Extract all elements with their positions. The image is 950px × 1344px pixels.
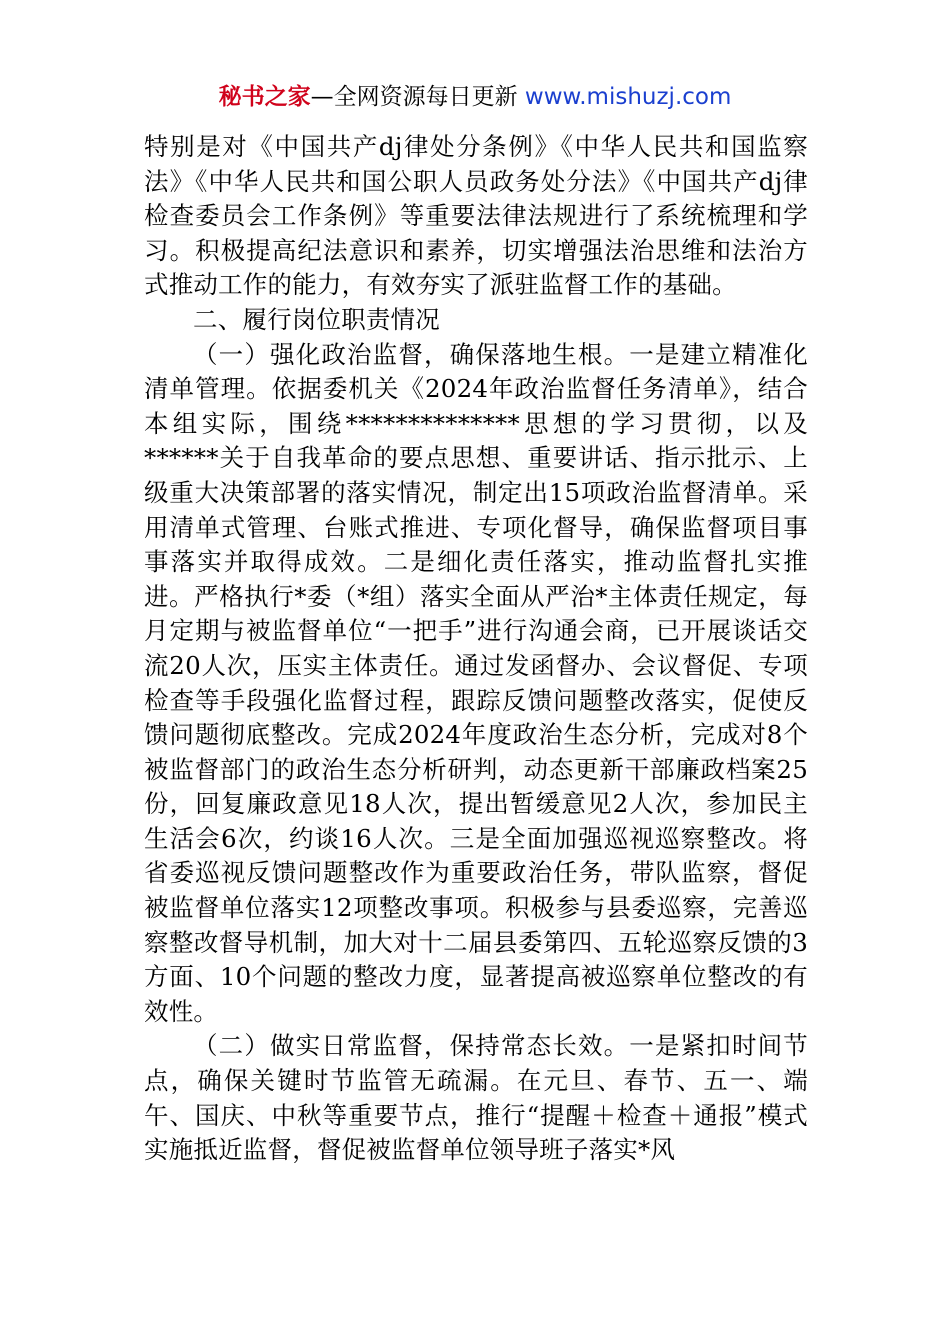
section-heading: 二、履行岗位职责情况 — [193, 304, 440, 334]
header-slogan: —全网资源每日更新 — [310, 84, 518, 110]
page-header — [0, 80, 950, 114]
paragraph: 特别是对《中国共产dj律处分条例》《中华人民共和国监察法》《中华人民共和国公职人员政务处分法》《中国共产dj律检查委员会工作条例》等重要法律法规进行了系统梳理和学习。积极提高纪法意识和素养，切实增强法治思维和法治方式推动工作的能力，有效夯实了派驻监督工作的基础。 — [144, 132, 808, 300]
paragraph: （二）做实日常监督，保持常态长效。一是紧扣时间节点，确保关键时节监管无疏漏。在元旦、春节、五一、端午、国庆、中秋等重要节点，推行“提醒＋检查＋通报”模式实施抵近监督，督促被监督单位领导班子落实*风 — [144, 1031, 808, 1165]
brand-name: 秘书之家 — [218, 84, 311, 110]
paragraph: （一）强化政治监督，确保落地生根。一是建立精准化清单管理。依据委机关《2024年政治监督任务清单》，结合本组实际，围绕**************思想的学习贯彻，以及******关于自我革命的要点思想、重要讲话、指示批示、上级重大决策部署的落实情况，制定出15项政治监督清单。采用清单式管理、台账式推进、专项化督导，确保监督项目事事落实并取得成效。二是细化责任落实，推动监督扎实推进。严格执行*委（*组）落实全面从严治*主体责任规定，每月定期与被监督单位“一把手”进行沟通会商，已开展谈话交流20人次，压实主体责任。通过发函督办、会议督促、专项检查等手段强化监督过程，跟踪反馈问题整改落实，促使反馈问题彻底整改。完成2024年度政治生态分析，完成对8个被监督部门的政治生态分析研判，动态更新干部廉政档案25份，回复廉政意见18人次，提出暂缓意见2人次，参加民主生活会6次，约谈16人次。三是全面加强巡视巡察整改。将省委巡视反馈问题整改作为重要政治任务，带队监察，督促被监督单位落实12项整改事项。积极参与县委巡察，完善巡察整改督导机制，加大对十二届县委第四、五轮巡察反馈的3方面、10个问题的整改力度，显著提高被巡察单位整改的有效性。 — [144, 339, 808, 1026]
header-url[interactable]: www.mishuzj.com — [524, 84, 732, 110]
document-body — [144, 130, 808, 1168]
